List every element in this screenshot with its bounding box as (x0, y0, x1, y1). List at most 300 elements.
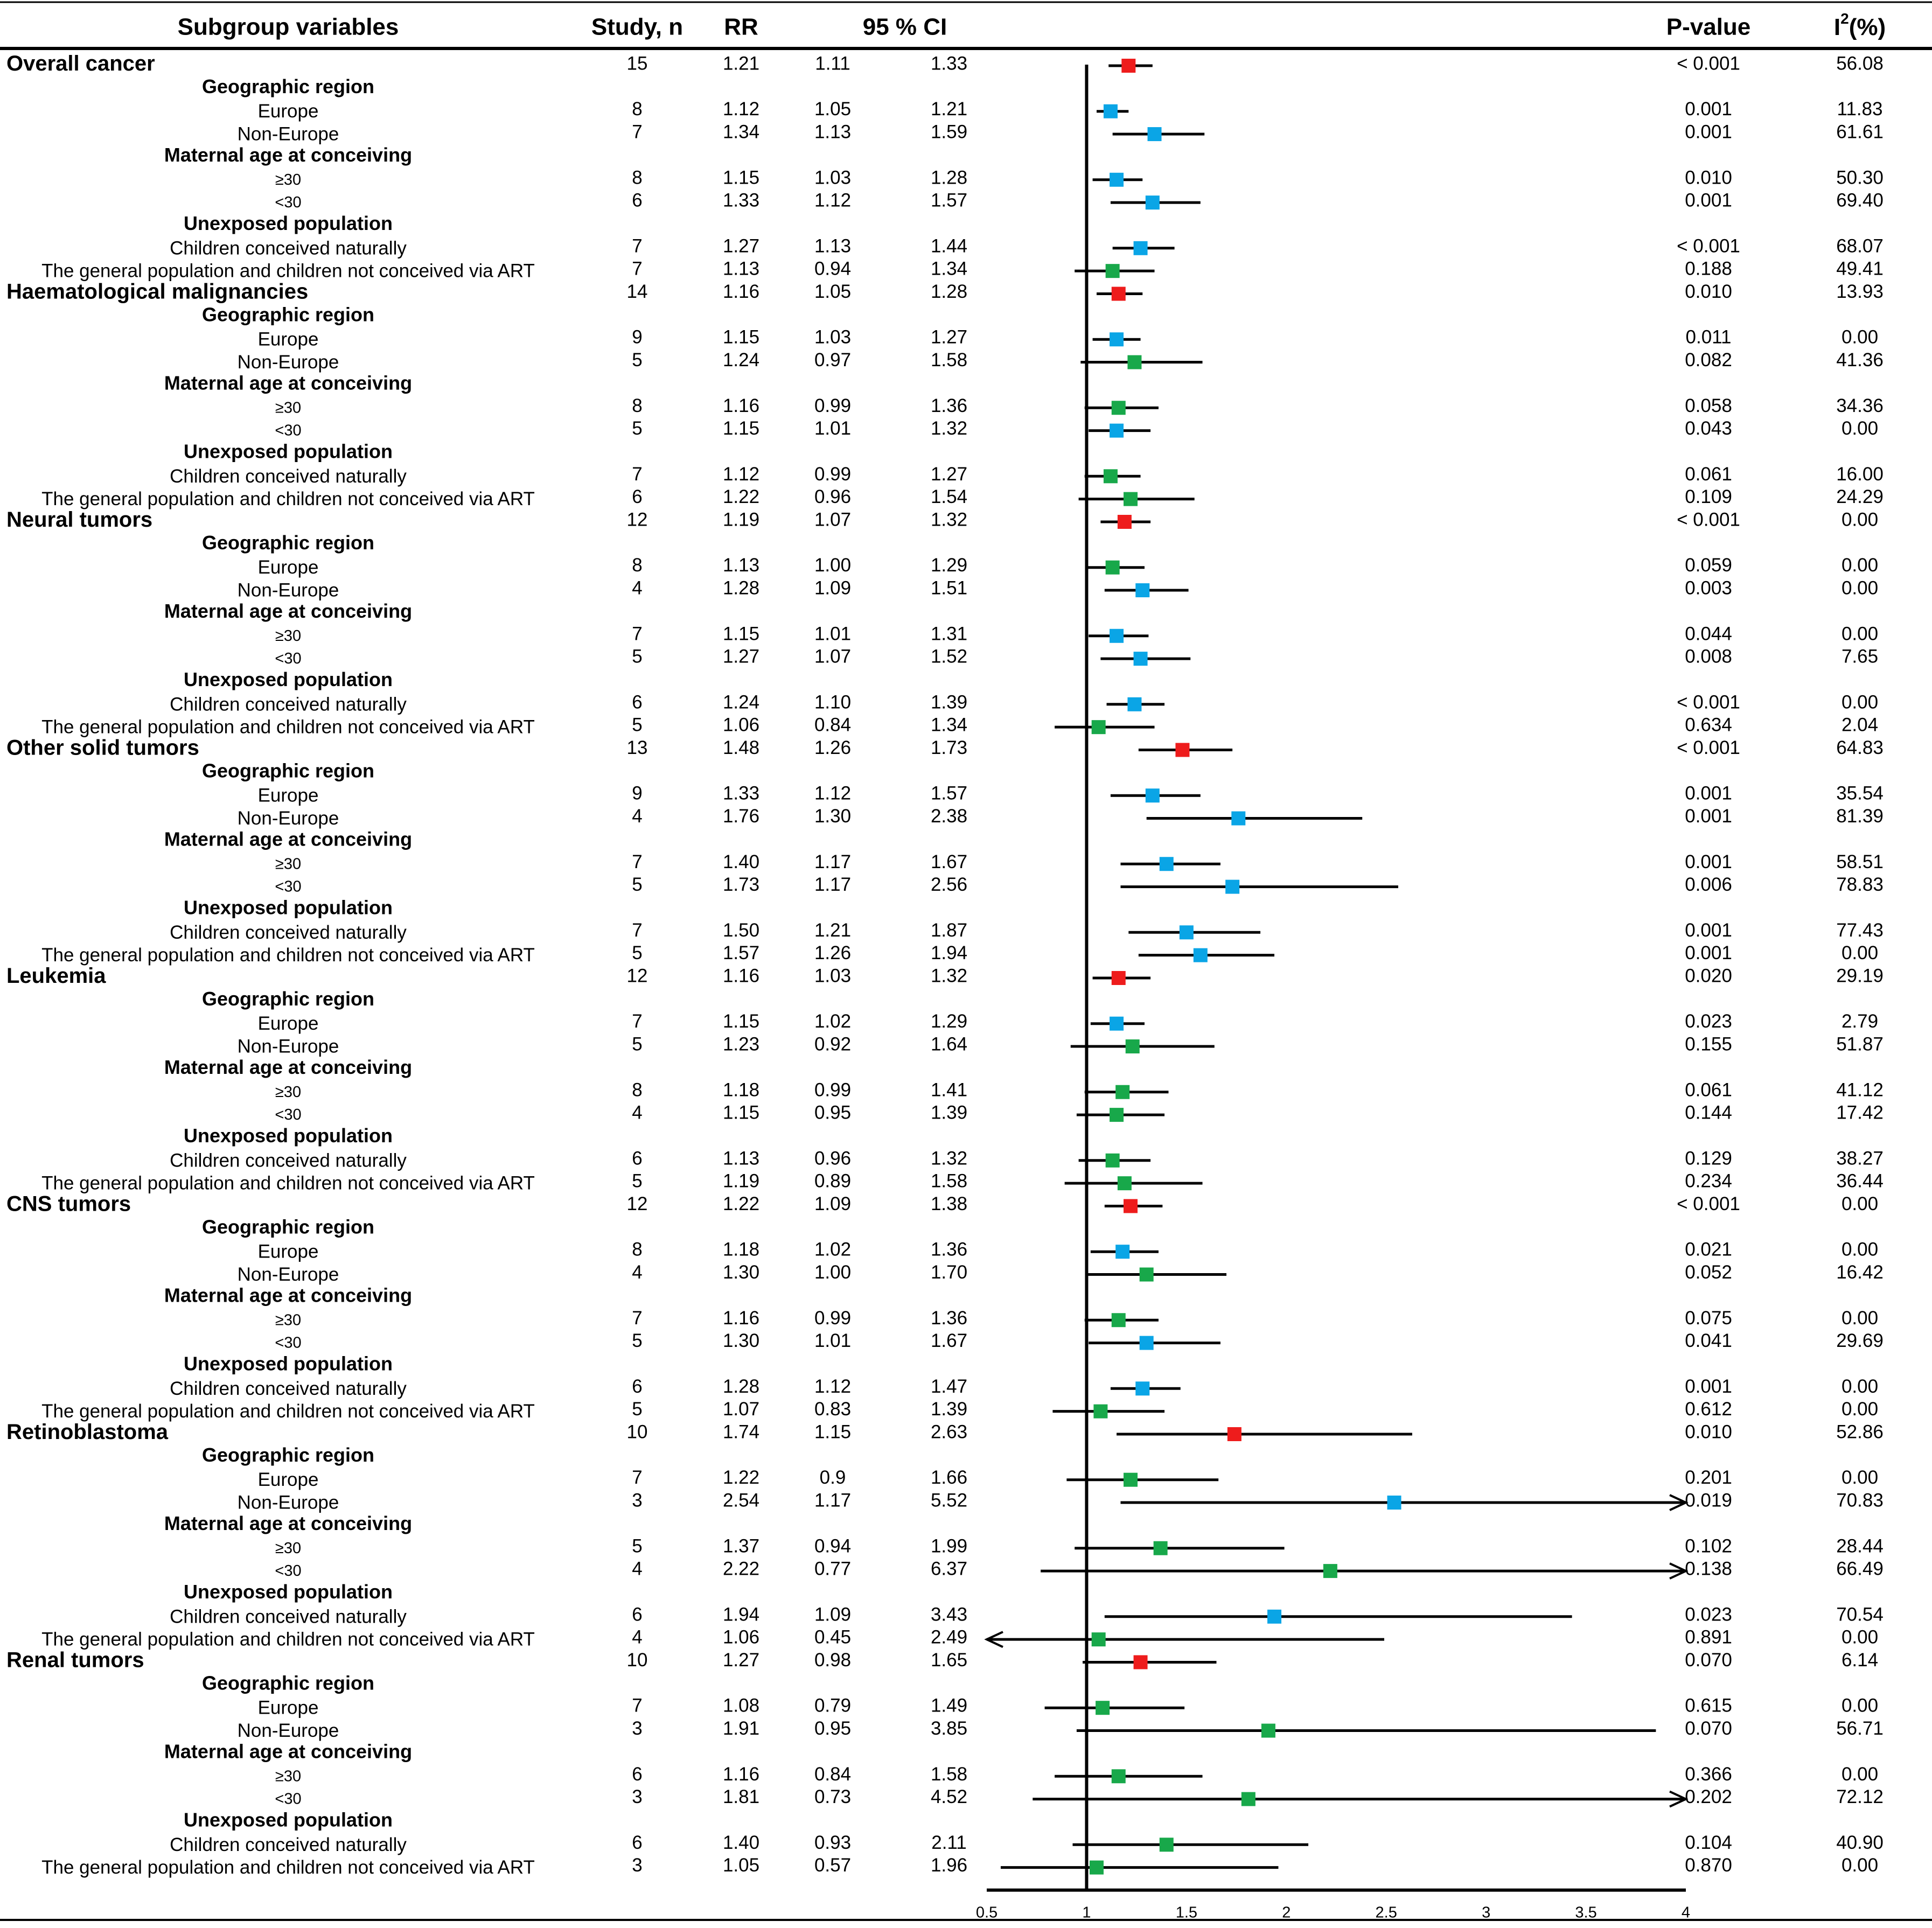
rr-value: 1.18 (722, 1079, 760, 1101)
ci-upper-value: 1.39 (930, 691, 968, 713)
i2-value: 40.90 (1836, 1832, 1884, 1853)
study-n-value: 12 (626, 965, 648, 987)
subgroup-label: The general population and children not conceived via ART (41, 1172, 535, 1194)
rr-value: 1.19 (722, 509, 760, 530)
point-estimate-box (1160, 1838, 1174, 1852)
point-estimate-box (1096, 1701, 1110, 1715)
subgroup-row (275, 646, 1878, 668)
ci-lower-value: 1.03 (814, 965, 852, 987)
point-estimate-box (1134, 1655, 1148, 1669)
rr-value: 1.37 (722, 1535, 760, 1557)
i2-value: 24.29 (1836, 486, 1884, 508)
subgroup-label: Europe (257, 1469, 319, 1491)
ci-upper-value: 1.57 (930, 783, 968, 804)
ci-upper-value: 1.36 (930, 1307, 968, 1329)
subgroup-label: Children conceived naturally (170, 465, 407, 487)
p-value: 0.138 (1685, 1558, 1732, 1580)
group-row (202, 1216, 374, 1238)
header-i2-unit: (%) (1849, 13, 1886, 40)
ci-upper-value: 5.52 (930, 1490, 968, 1511)
group-label: Maternal age at conceiving (164, 1056, 413, 1078)
subgroup-row (238, 122, 1884, 145)
ci-upper-value: 6.37 (930, 1558, 968, 1580)
subgroup-label: The general population and children not conceived via ART (41, 945, 535, 966)
subgroup-row (41, 942, 1878, 966)
i2-value: 0.00 (1841, 1307, 1879, 1329)
ci-lower-value: 1.30 (814, 806, 852, 827)
ci-lower-value: 1.21 (814, 919, 852, 941)
study-n-value: 6 (632, 1763, 643, 1785)
study-n-value: 6 (632, 1832, 643, 1853)
i2-value: 35.54 (1836, 783, 1884, 804)
study-n-value: 3 (632, 1786, 643, 1808)
rr-value: 1.15 (722, 418, 760, 439)
ci-upper-value: 2.56 (930, 874, 968, 896)
group-label: Maternal age at conceiving (164, 143, 413, 166)
p-value: 0.001 (1685, 851, 1732, 872)
subgroup-label: Children conceived naturally (170, 1150, 407, 1171)
ci-lower-value: 1.26 (814, 737, 852, 758)
ci-lower-value: 1.09 (814, 1604, 852, 1625)
rr-value: 1.18 (722, 1239, 760, 1260)
group-label: Maternal age at conceiving (164, 372, 413, 394)
category-label: CNS tumors (6, 1192, 131, 1216)
ci-lower-value: 1.17 (814, 851, 852, 872)
study-n-value: 5 (632, 874, 643, 896)
i2-value: 17.42 (1836, 1102, 1884, 1123)
group-label: Geographic region (201, 1672, 375, 1694)
i2-value: 0.00 (1841, 326, 1879, 348)
study-n-value: 6 (632, 691, 643, 713)
group-row (184, 212, 393, 234)
subgroup-label: Non-Europe (237, 352, 339, 373)
ci-upper-value: 1.94 (930, 942, 968, 964)
p-value: 0.010 (1685, 1421, 1732, 1443)
ci-upper-value: 1.96 (930, 1855, 968, 1876)
study-n-value: 15 (626, 53, 648, 74)
i2-value: 58.51 (1836, 851, 1884, 872)
category-label: Leukemia (6, 964, 106, 988)
p-value: 0.003 (1685, 577, 1732, 599)
subgroup-label: The general population and children not conceived via ART (41, 1401, 535, 1422)
study-n-value: 4 (632, 1558, 643, 1580)
ci-upper-value: 1.32 (930, 965, 968, 987)
point-estimate-box (1092, 1632, 1106, 1646)
p-value: 0.234 (1685, 1170, 1732, 1192)
group-row (184, 896, 393, 918)
subgroup-row (170, 691, 1878, 715)
point-estimate-box (1115, 1245, 1129, 1259)
subgroup-row (275, 851, 1884, 873)
subgroup-label: <30 (275, 422, 302, 439)
point-estimate-box (1124, 492, 1138, 506)
rr-value: 1.22 (722, 486, 760, 508)
point-estimate-box (1104, 469, 1118, 483)
rr-value: 1.16 (722, 1763, 760, 1785)
ci-upper-value: 1.44 (930, 235, 968, 257)
i2-value: 78.83 (1836, 874, 1884, 896)
point-estimate-box (1112, 401, 1126, 415)
subgroup-label: <30 (275, 1334, 302, 1352)
group-label: Maternal age at conceiving (164, 1284, 413, 1307)
i2-value: 70.54 (1836, 1604, 1884, 1625)
ci-lower-value: 1.05 (814, 99, 852, 120)
ci-lower-value: 0.93 (814, 1832, 852, 1853)
i2-value: 0.00 (1841, 691, 1879, 713)
subgroup-label: Non-Europe (237, 579, 339, 601)
study-n-value: 4 (632, 577, 643, 599)
i2-value: 41.36 (1836, 350, 1884, 371)
subgroup-label: ≥30 (275, 627, 302, 645)
p-value: 0.001 (1685, 806, 1732, 827)
group-row (184, 1124, 393, 1147)
header-study-n: Study, n (591, 13, 683, 40)
subgroup-row (238, 1034, 1884, 1057)
ci-upper-value: 1.49 (930, 1695, 968, 1716)
study-n-value: 9 (632, 326, 643, 348)
i2-value: 68.07 (1836, 235, 1884, 257)
subgroup-row (170, 1832, 1884, 1855)
ci-lower-value: 1.01 (814, 623, 852, 645)
point-estimate-box (1231, 812, 1245, 826)
ci-lower-value: 0.96 (814, 1148, 852, 1169)
rr-value: 1.12 (722, 99, 760, 120)
point-estimate-box (1323, 1564, 1337, 1578)
rr-value: 1.91 (722, 1718, 760, 1740)
rr-value: 1.30 (722, 1262, 760, 1283)
point-estimate-box (1148, 127, 1162, 141)
p-value: 0.020 (1685, 965, 1732, 987)
rr-value: 1.81 (722, 1786, 760, 1808)
x-tick-label: 3.5 (1575, 1904, 1597, 1922)
i2-value: 0.00 (1841, 1763, 1879, 1785)
group-label: Unexposed population (183, 1580, 393, 1603)
study-n-value: 10 (626, 1650, 648, 1671)
subgroup-row (258, 555, 1879, 578)
rr-value: 1.23 (722, 1033, 760, 1055)
point-estimate-box (1106, 561, 1120, 575)
ci-lower-value: 0.9 (819, 1467, 846, 1489)
i2-value: 6.14 (1841, 1650, 1879, 1671)
subgroup-row (275, 395, 1884, 417)
category-label: Other solid tumors (6, 736, 199, 760)
group-label: Maternal age at conceiving (164, 1740, 413, 1763)
rr-value: 2.22 (722, 1558, 760, 1580)
p-value: 0.001 (1685, 1375, 1732, 1397)
i2-value: 0.00 (1841, 577, 1879, 599)
study-n-value: 5 (632, 646, 643, 667)
study-n-value: 13 (626, 737, 648, 758)
group-label: Maternal age at conceiving (164, 1512, 413, 1534)
rr-value: 1.57 (722, 942, 760, 964)
study-n-value: 6 (632, 1604, 643, 1625)
study-n-value: 8 (632, 167, 643, 188)
category-label: Neural tumors (6, 508, 153, 532)
rr-value: 1.08 (722, 1695, 760, 1716)
p-value: < 0.001 (1677, 509, 1740, 530)
point-estimate-box (1104, 104, 1118, 118)
point-estimate-box (1110, 1108, 1124, 1122)
p-value: 0.155 (1685, 1033, 1732, 1055)
subgroup-row (238, 578, 1878, 601)
subgroup-row (170, 1376, 1878, 1399)
group-row (164, 1740, 412, 1762)
subgroup-label: Europe (257, 557, 319, 578)
point-estimate-box (1134, 241, 1148, 255)
p-value: 0.008 (1685, 646, 1732, 667)
table-rows (6, 52, 1884, 1878)
category-row (6, 52, 1884, 75)
subgroup-label: ≥30 (275, 399, 302, 417)
ci-upper-value: 2.38 (930, 806, 968, 827)
x-tick-label: 2.5 (1375, 1904, 1397, 1922)
p-value: 0.070 (1685, 1718, 1732, 1740)
ci-lower-value: 0.99 (814, 1307, 852, 1329)
category-row (6, 1420, 1884, 1444)
p-value: 0.059 (1685, 555, 1732, 576)
ci-lower-value: 1.13 (814, 235, 852, 257)
ci-lower-value: 1.10 (814, 691, 852, 713)
i2-value: 0.00 (1841, 1375, 1879, 1397)
subgroup-row (41, 715, 1878, 738)
subgroup-row (258, 99, 1883, 122)
subgroup-label: <30 (275, 1562, 302, 1580)
point-estimate-box (1146, 788, 1160, 802)
p-value: 0.021 (1685, 1239, 1732, 1260)
subgroup-label: Children conceived naturally (170, 1606, 407, 1627)
subgroup-label: Children conceived naturally (170, 1378, 407, 1399)
ci-upper-value: 1.33 (930, 53, 968, 74)
category-row (6, 1192, 1878, 1216)
point-estimate-box (1180, 925, 1194, 939)
point-estimate-box (1126, 1039, 1140, 1053)
point-estimate-box (1118, 515, 1132, 529)
rr-value: 1.24 (722, 691, 760, 713)
group-row (164, 1284, 412, 1306)
point-estimate-box (1106, 1154, 1120, 1168)
study-n-value: 4 (632, 1102, 643, 1123)
i2-value: 61.61 (1836, 121, 1884, 143)
header-i2 (1834, 10, 1886, 40)
ci-lower-value: 1.02 (814, 1011, 852, 1032)
study-n-value: 12 (626, 1193, 648, 1214)
rr-value: 1.15 (722, 1102, 760, 1123)
ci-lower-value: 0.77 (814, 1558, 852, 1580)
rr-value: 1.12 (722, 463, 760, 485)
study-n-value: 5 (632, 942, 643, 964)
subgroup-row (170, 920, 1884, 943)
group-row (164, 828, 412, 850)
i2-value: 0.00 (1841, 1855, 1879, 1876)
i2-value: 16.42 (1836, 1262, 1884, 1283)
category-label: Renal tumors (6, 1648, 144, 1672)
subgroup-row (275, 1079, 1884, 1101)
ci-lower-value: 1.03 (814, 326, 852, 348)
category-label: Retinoblastoma (6, 1420, 169, 1444)
i2-value: 0.00 (1841, 942, 1879, 964)
rr-value: 1.40 (722, 851, 760, 872)
i2-value: 77.43 (1836, 919, 1884, 941)
group-row (184, 668, 393, 690)
rr-value: 1.28 (722, 1375, 760, 1397)
group-row (202, 759, 374, 781)
point-estimate-box (1135, 583, 1149, 597)
ci-upper-value: 1.99 (930, 1535, 968, 1557)
p-value: < 0.001 (1677, 53, 1740, 74)
ci-upper-value: 1.39 (930, 1102, 968, 1123)
ci-lower-value: 1.01 (814, 418, 852, 439)
subgroup-row (238, 350, 1884, 373)
point-estimate-box (1267, 1610, 1281, 1624)
header-subgroup: Subgroup variables (177, 13, 399, 40)
subgroup-row (275, 623, 1878, 645)
subgroup-row (41, 1171, 1884, 1194)
p-value: 0.082 (1685, 350, 1732, 371)
header-i2-sup: 2 (1840, 10, 1849, 27)
rr-value: 1.16 (722, 1307, 760, 1329)
point-estimate-box (1135, 1381, 1149, 1395)
ci-lower-value: 0.97 (814, 350, 852, 371)
subgroup-row (170, 1604, 1884, 1627)
rr-value: 1.21 (722, 53, 760, 74)
category-label: Overall cancer (6, 52, 155, 75)
study-n-value: 5 (632, 1399, 643, 1420)
i2-value: 0.00 (1841, 1399, 1879, 1420)
x-tick-label: 1 (1082, 1904, 1091, 1922)
rr-value: 1.06 (722, 1626, 760, 1648)
study-n-value: 9 (632, 783, 643, 804)
subgroup-row (170, 464, 1884, 487)
ci-upper-value: 1.65 (930, 1650, 968, 1671)
group-row (202, 303, 374, 325)
study-n-value: 5 (632, 1033, 643, 1055)
subgroup-label: Europe (257, 101, 319, 122)
ci-upper-value: 2.63 (930, 1421, 968, 1443)
point-estimate-box (1241, 1792, 1256, 1806)
ci-upper-value: 1.59 (930, 121, 968, 143)
subgroup-row (238, 806, 1884, 829)
subgroup-row (275, 1559, 1883, 1580)
ci-upper-value: 1.39 (930, 1399, 968, 1420)
ci-upper-value: 2.49 (930, 1626, 968, 1648)
subgroup-row (170, 1148, 1884, 1171)
ci-lower-value: 1.00 (814, 1262, 852, 1283)
ci-upper-value: 1.66 (930, 1467, 968, 1489)
p-value: 0.188 (1685, 258, 1732, 280)
subgroup-label: The general population and children not conceived via ART (41, 1857, 535, 1878)
subgroup-label: The general population and children not conceived via ART (41, 488, 535, 510)
rr-value: 1.27 (722, 646, 760, 667)
i2-value: 29.19 (1836, 965, 1884, 987)
ci-lower-value: 0.84 (814, 714, 852, 736)
point-estimate-box (1112, 1313, 1126, 1327)
ci-lower-value: 0.83 (814, 1399, 852, 1420)
p-value: 0.044 (1685, 623, 1732, 645)
p-value: 0.023 (1685, 1011, 1732, 1032)
p-value: < 0.001 (1677, 1193, 1740, 1214)
study-n-value: 5 (632, 1170, 643, 1192)
i2-value: 0.00 (1841, 1239, 1879, 1260)
p-value: 0.201 (1685, 1467, 1732, 1489)
i2-value: 7.65 (1841, 646, 1879, 667)
group-label: Geographic region (201, 759, 375, 782)
study-n-value: 3 (632, 1490, 643, 1511)
point-estimate-box (1146, 195, 1160, 209)
study-n-value: 5 (632, 714, 643, 736)
ci-upper-value: 1.32 (930, 1148, 968, 1169)
i2-value: 2.04 (1841, 714, 1879, 736)
group-row (164, 144, 412, 166)
p-value: 0.612 (1685, 1399, 1732, 1420)
rr-value: 1.15 (722, 326, 760, 348)
subgroup-row (275, 1308, 1878, 1329)
ci-upper-value: 1.21 (930, 99, 968, 120)
ci-lower-value: 0.89 (814, 1170, 852, 1192)
subgroup-row (41, 259, 1884, 282)
p-value: 0.075 (1685, 1307, 1732, 1329)
group-label: Unexposed population (183, 1124, 393, 1147)
subgroup-row (275, 1764, 1878, 1785)
i2-value: 64.83 (1836, 737, 1884, 758)
subgroup-label: Europe (257, 1013, 319, 1035)
point-estimate-box (1124, 1473, 1138, 1487)
subgroup-row (275, 874, 1883, 896)
subgroup-row (258, 1239, 1879, 1262)
study-n-value: 4 (632, 1626, 643, 1648)
group-label: Geographic region (201, 75, 375, 97)
subgroup-label: ≥30 (275, 1768, 302, 1785)
subgroup-row (170, 235, 1884, 259)
header-p-value: P-value (1666, 13, 1751, 40)
group-label: Unexposed population (183, 212, 393, 234)
study-n-value: 7 (632, 1695, 643, 1716)
ci-lower-value: 0.99 (814, 395, 852, 416)
i2-value: 0.00 (1841, 418, 1879, 439)
ci-upper-value: 1.32 (930, 509, 968, 530)
i2-value: 0.00 (1841, 623, 1879, 645)
i2-value: 16.00 (1836, 463, 1884, 485)
p-value: 0.104 (1685, 1832, 1732, 1853)
p-value: 0.102 (1685, 1535, 1732, 1557)
ci-lower-value: 1.26 (814, 942, 852, 964)
rr-value: 1.13 (722, 1148, 760, 1169)
ci-lower-value: 0.96 (814, 486, 852, 508)
p-value: 0.001 (1685, 942, 1732, 964)
group-row (202, 988, 374, 1010)
point-estimate-box (1140, 1268, 1154, 1282)
ci-lower-value: 0.73 (814, 1786, 852, 1808)
ci-lower-value: 0.57 (814, 1855, 852, 1876)
ci-upper-value: 3.43 (930, 1604, 968, 1625)
ci-upper-value: 1.29 (930, 555, 968, 576)
point-estimate-box (1225, 880, 1239, 894)
p-value: < 0.001 (1677, 691, 1740, 713)
ci-upper-value: 1.67 (930, 1330, 968, 1352)
group-row (202, 1672, 374, 1694)
point-estimate-box (1112, 1769, 1126, 1783)
subgroup-label: Non-Europe (237, 1264, 339, 1286)
point-estimate-box (1112, 287, 1126, 301)
point-estimate-box (1227, 1427, 1241, 1441)
p-value: < 0.001 (1677, 235, 1740, 257)
ci-lower-value: 0.99 (814, 1079, 852, 1101)
subgroup-label: ≥30 (275, 1311, 302, 1329)
study-n-value: 7 (632, 1467, 643, 1489)
p-value: 0.891 (1685, 1626, 1732, 1648)
i2-value: 41.12 (1836, 1079, 1884, 1101)
subgroup-label: Non-Europe (237, 1720, 339, 1742)
study-n-value: 8 (632, 99, 643, 120)
